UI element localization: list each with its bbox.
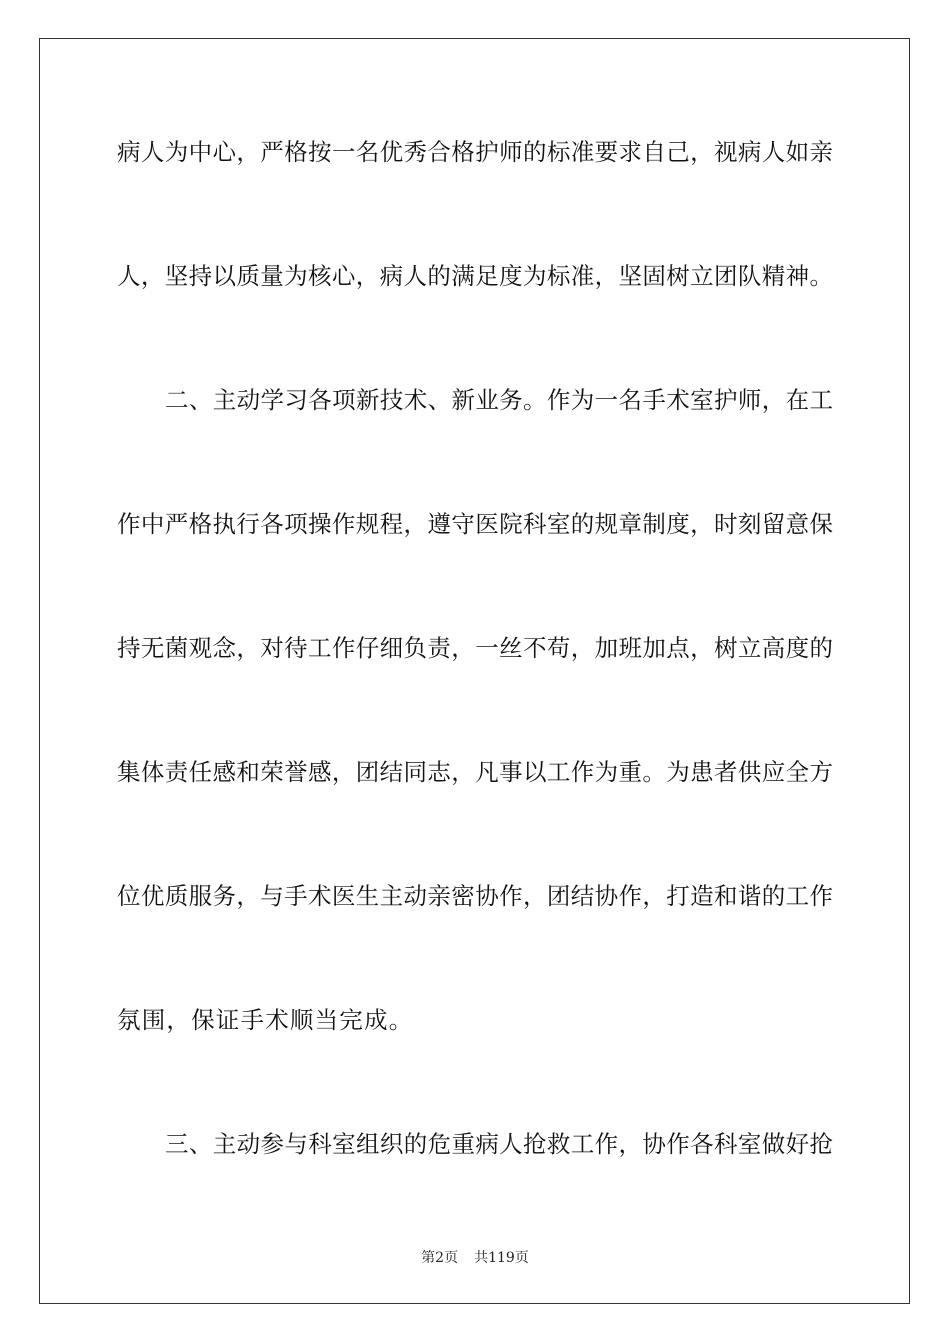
page-total: 共119页 (474, 1250, 529, 1266)
body-text-line: 人，坚持以质量为核心，病人的满足度为标准，坚固树立团队精神。 (117, 262, 833, 290)
body-text-line: 作中严格执行各项操作规程，遵守医院科室的规章制度，时刻留意保 (117, 510, 833, 538)
body-text-line: 氛围，保证手术顺当完成。 (117, 1006, 414, 1034)
page-footer (0, 1248, 950, 1268)
body-text-line: 位优质服务，与手术医生主动亲密协作，团结协作，打造和谐的工作 (117, 882, 833, 910)
paragraph-heading-line: 二、主动学习各项新技术、新业务。作为一名手术室护师，在工 (165, 386, 833, 414)
page-border (39, 38, 910, 1304)
page-number: 第2页 (421, 1250, 459, 1266)
body-text-line: 持无菌观念，对待工作仔细负责，一丝不苟，加班加点，树立高度的 (117, 634, 833, 662)
body-text-line: 集体责任感和荣誉感，团结同志，凡事以工作为重。为患者供应全方 (117, 758, 833, 786)
body-text-line: 病人为中心，严格按一名优秀合格护师的标准要求自己，视病人如亲 (117, 138, 833, 166)
paragraph-heading-line: 三、主动参与科室组织的危重病人抢救工作，协作各科室做好抢 (165, 1130, 833, 1158)
